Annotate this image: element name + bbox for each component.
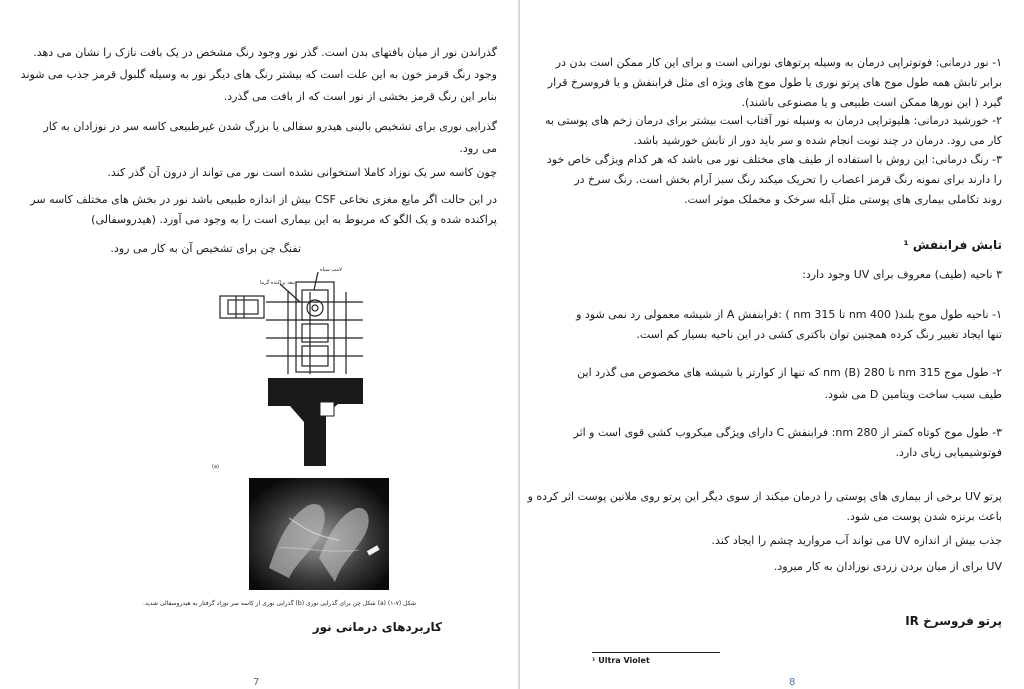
left-line-2: وجود رنگ قرمز خون به این علت است که بیشتر رنگ های دیگر نور به وسیله گلبول قرمز جذب می شوند [20, 68, 497, 81]
right-item2-line2: کار می رود. درمان در چند نوبت انجام شده و سر باید دور از تابش خورشید باشد. [633, 134, 1002, 147]
uv-a-line1: ۱- ناحیه طول موج بلند( 400 nm تا 315 nm ) :فرابنفش A از شیشه معمولی رد نمی شود و [576, 308, 1002, 321]
left-line-6: چون کاسه سر یک نوزاد کاملا استخوانی نشده است نور می تواند از درون آن گذر کند. [107, 166, 497, 179]
heading-ir: پرتو فروسرخ IR [905, 614, 1002, 628]
figure-caption: شکل (۷-۱) (a) شکل چن برای گذرایی نوری (b) گذرایی نوری از کاسه سر نوزاد گرفتار به هیدروسفالی شدید. [143, 600, 416, 607]
left-line-9: تفنگ چن برای تشخیص آن به کار می رود. [110, 242, 301, 255]
uv-b-line2: طیف سبب ساخت ویتامین D می شود. [824, 388, 1002, 401]
uv-intro: ۳ ناحیه (طیف) معروف برای UV وجود دارد: [802, 268, 1002, 281]
uv-b-line1: ۲- طول موج 315 nm تا 280 nm (B) که تنها از کوارتز یا شیشه های مخصوص می گذرد این [577, 366, 1002, 379]
right-item3-line3: روند تکاملی بیماری های پوستی مثل آبله سرخک و مخملک موثر است. [684, 193, 1002, 206]
right-item2-line1: ۲- خورشید درمانی: هلیوتراپی درمان به وسیله نور آفتاب است بیشتر برای درمان زخم های پوستی به [544, 114, 1002, 127]
right-item1-line1: ۱- نور درمانی: فوتوتراپی درمان به وسیله پرتوهای نورانی است و برای این کار ممکن است بدن در [555, 56, 1002, 69]
heading-uv: تابش فرابنفش ¹ [903, 238, 1002, 252]
uv-para-line4: UV برای از میان بردن زردی نوزادان به کار میرود. [773, 560, 1002, 573]
uv-para-line2: باعث برنزه شدن پوست می شود. [846, 510, 1002, 523]
left-line-5: می رود. [459, 142, 497, 155]
chen-gun-diagram [212, 262, 378, 476]
right-item1-line3: گیرد ( این نورها ممکن است طبیعی و یا مصنوعی باشند). [741, 96, 1002, 109]
uv-para-line3: جذب بیش از اندازه UV می تواند آب مروارید چشم را ایجاد کند. [711, 534, 1002, 547]
figure-label-a: (a) [212, 464, 219, 470]
right-page-number: 8 [789, 677, 796, 688]
left-line-1: گذراندن نور از میان بافتهای بدن است. گذر نور وجود رنگ مشخص در یک بافت نازک را نشان می دهد. [33, 46, 497, 59]
footnote-rule [592, 652, 720, 653]
uv-c-line1: ۳- طول موج کوتاه کمتر از 280 nm: فرابنفش C دارای ویژگی میکروب کشی قوی است و اثر [573, 426, 1002, 439]
right-item3-line2: را دارند برای نمونه رنگ قرمز اعصاب را تحریک میکند رنگ سبز آرام بخش است. رنگ سرخ در [574, 173, 1002, 186]
left-line-8: پراکنده شده و یک الگو که مربوط به این بیماری است را به وجود می آورد. (هیدروسفالی) [91, 213, 497, 226]
uv-para-line1: پرتو UV برخی از بیماری های پوستی را درمان میکند از سوی دیگر این پرتو روی ملانین پوست اثر کرده و [527, 490, 1002, 503]
uv-a-line2: تنها ایجاد تغییر رنگ کرده همچنین توان باکتری کشی در این ناحیه بسیار کم است. [636, 328, 1002, 341]
uv-c-line2: فوتوشیمیایی زیای دارد. [895, 446, 1002, 459]
figure-label-heat: تیغه پراکنده گرما [260, 280, 296, 286]
left-page-number: 7 [253, 677, 260, 688]
left-line-3: بنابر این رنگ قرمز بخشی از نور است که از بافت می گذرد. [223, 90, 497, 103]
right-item1-line2: برابر تابش همه طول موج های پرتو نوری یا طول موج های ویژه ای مثل فرابنفش و یا فروسرخ قرار [547, 76, 1002, 89]
transillumination-photo [249, 478, 389, 590]
figure-label-lamp: لامپ سیاه [320, 267, 342, 273]
footnote: ¹ Ultra Violet [592, 656, 650, 665]
section-heading-therapeutic-light: کاربردهای درمانی نور [312, 620, 442, 634]
right-item3-line1: ۳- رنگ درمانی: این روش با استفاده از طیف های مختلف نور می باشد که هر کدام ویژگی خاص خود [546, 153, 1002, 166]
left-line-7: در این حالت اگر مایع مغزی نخاعی CSF بیش از اندازه طبیعی باشد نور در بخش های مختلف کاسه سر [30, 193, 497, 206]
left-line-4: گذرایی نوری برای تشخیص بالینی هیدرو سفالی یا بزرگ شدن غیرطبیعی کاسه سر در نوزادان به کار [43, 120, 497, 133]
